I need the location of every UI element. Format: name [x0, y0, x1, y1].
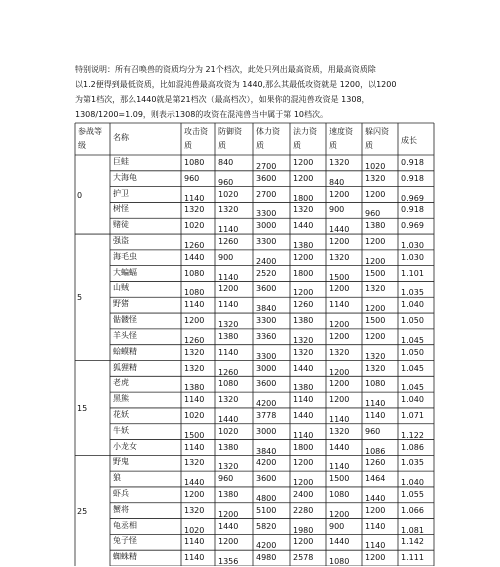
- table-cell: 1440: [329, 225, 350, 235]
- column-header: 质: [293, 141, 301, 150]
- table-cell: 1.045: [401, 335, 424, 345]
- monster-name: 狼: [113, 473, 121, 483]
- monster-name: 老虎: [113, 378, 129, 388]
- intro-line: 以1.2便得到最低资质，比如混沌兽最高攻资为 1440,那么其最低攻资就是 1200，以1200: [75, 80, 397, 89]
- column-header: 躲闪资: [365, 127, 389, 136]
- table-cell: 1320: [293, 347, 314, 357]
- table-cell: 1200: [293, 173, 314, 183]
- table-cell: 1086: [365, 446, 386, 456]
- table-cell: 1.066: [401, 505, 424, 515]
- table-cell: 2578: [293, 553, 314, 563]
- table-cell: 1500: [184, 430, 205, 440]
- table-cell: 3600: [256, 474, 277, 484]
- table-cell: 1140: [184, 300, 205, 310]
- table-cell: 960: [218, 177, 234, 187]
- table-cell: 840: [329, 177, 345, 187]
- monster-name: 大海龟: [113, 172, 137, 182]
- monster-name: 野猪: [113, 299, 129, 309]
- column-header: 名称: [113, 133, 129, 142]
- column-header: 防御资: [218, 127, 242, 136]
- table-cell: 1200: [218, 509, 239, 519]
- monster-name: 强盗: [113, 236, 129, 246]
- table-cell: 1140: [365, 399, 386, 409]
- table-cell: 1200: [218, 284, 239, 294]
- table-cell: 1320: [184, 363, 205, 373]
- table-cell: 1260: [293, 300, 314, 310]
- table-cell: 900: [329, 521, 345, 531]
- table-cell: 1320: [329, 158, 350, 167]
- column-header: 级: [78, 141, 86, 150]
- table-cell: 1.045: [401, 363, 424, 373]
- monster-name: 兔子怪: [113, 536, 137, 546]
- table-cell: 1200: [329, 367, 350, 377]
- table-cell: 3300: [256, 209, 277, 219]
- table-cell: 4800: [256, 493, 277, 503]
- column-header: 参战等: [78, 127, 102, 136]
- table-cell: 2700: [256, 189, 277, 199]
- table-cell: 1080: [184, 288, 205, 298]
- table-cell: 1.040: [401, 300, 424, 310]
- level-label: 15: [77, 403, 88, 413]
- table-cell: 1380: [218, 442, 239, 452]
- table-cell: 3000: [256, 221, 277, 231]
- monster-name: 狐狸精: [113, 362, 137, 372]
- table-cell: 1440: [218, 521, 239, 531]
- table-cell: 1080: [329, 557, 350, 567]
- table-cell: 3840: [256, 446, 277, 456]
- table-cell: 3778: [256, 410, 277, 420]
- table-cell: 1.050: [401, 316, 424, 326]
- table-cell: 1980: [293, 525, 314, 535]
- table-cell: 1200: [293, 537, 314, 547]
- table-cell: 1356: [218, 557, 239, 567]
- table-cell: 1.040: [401, 395, 424, 405]
- table-cell: 1200: [329, 331, 350, 341]
- monster-name: 蜘蛛精: [113, 552, 137, 562]
- table-cell: 3840: [256, 304, 277, 314]
- table-cell: 900: [329, 205, 345, 215]
- table-cell: 2280: [293, 505, 314, 515]
- column-header: 质: [256, 141, 264, 150]
- table-cell: 900: [218, 252, 234, 262]
- monster-name: 大蝙蝠: [113, 267, 137, 277]
- table-cell: 1380: [218, 489, 239, 499]
- column-header: 体力资: [256, 127, 280, 136]
- table-cell: 0.969: [401, 193, 424, 203]
- table-cell: 5820: [256, 521, 277, 531]
- monster-name: 海毛虫: [113, 251, 137, 261]
- intro-line: 为第1档次，那么1440就是第21档次（最高档次），如果你的混沌兽攻资是 1308，: [75, 95, 370, 104]
- monster-name: 巨蛙: [113, 157, 129, 166]
- table-cell: 1.050: [401, 347, 424, 357]
- table-cell: 1440: [293, 410, 314, 420]
- table-cell: 1200: [293, 288, 314, 298]
- table-cell: 4200: [256, 458, 277, 468]
- table-cell: 3600: [256, 284, 277, 294]
- table-cell: 1140: [365, 541, 386, 551]
- table-cell: 1200: [218, 537, 239, 547]
- table-cell: 840: [218, 158, 234, 167]
- table-cell: 1200: [329, 284, 350, 294]
- table-cell: 1200: [329, 237, 350, 247]
- table-cell: 5100: [256, 505, 277, 515]
- column-header: 质: [218, 141, 226, 150]
- table-cell: 0.918: [401, 173, 424, 183]
- table-cell: 4980: [256, 553, 277, 563]
- table-cell: 1440: [218, 414, 239, 424]
- monster-name: 花妖: [113, 409, 129, 419]
- table-cell: 1464: [365, 474, 386, 484]
- column-header: 成长: [401, 136, 417, 145]
- table-cell: 1.111: [401, 553, 424, 563]
- table-cell: 1140: [218, 225, 239, 235]
- table-cell: 1200: [365, 256, 386, 266]
- table-cell: 1140: [365, 410, 386, 420]
- table-cell: 3600: [256, 379, 277, 389]
- table-cell: 1440: [329, 442, 350, 452]
- table-cell: 1440: [365, 493, 386, 503]
- table-cell: 1140: [218, 272, 239, 282]
- table-cell: 1.055: [401, 489, 424, 499]
- table-cell: 1440: [184, 478, 205, 488]
- monster-name: 蟹将: [113, 504, 129, 514]
- table-cell: 1020: [184, 221, 205, 231]
- table-cell: 960: [365, 209, 381, 219]
- column-header: 攻击资: [184, 127, 208, 136]
- monster-name: 牛妖: [113, 425, 129, 435]
- table-cell: 1380: [293, 383, 314, 393]
- column-header: 质: [329, 141, 337, 150]
- table-cell: 1.086: [401, 442, 424, 452]
- column-header: 质: [184, 141, 192, 150]
- table-cell: 1320: [329, 347, 350, 357]
- table-cell: 1320: [184, 205, 205, 215]
- table-cell: 3000: [256, 363, 277, 373]
- table-cell: 1140: [184, 553, 205, 563]
- table-cell: 1140: [184, 193, 205, 203]
- table-cell: 1440: [293, 221, 314, 231]
- table-cell: 3300: [256, 237, 277, 247]
- table-cell: 1140: [293, 395, 314, 405]
- table-cell: 1.071: [401, 410, 424, 420]
- table-cell: 1.035: [401, 288, 424, 298]
- table-cell: 1020: [184, 525, 205, 535]
- table-cell: 1.081: [401, 525, 424, 535]
- table-cell: 1200: [329, 320, 350, 330]
- monster-name: 野鬼: [113, 457, 129, 467]
- table-cell: 1380: [293, 316, 314, 326]
- level-label: 0: [77, 190, 83, 200]
- table-cell: 2400: [293, 489, 314, 499]
- table-cell: 1320: [218, 320, 239, 330]
- monster-name: 羊头怪: [113, 330, 137, 340]
- table-cell: 3300: [256, 351, 277, 361]
- table-cell: 1500: [329, 474, 350, 484]
- table-cell: 1320: [365, 351, 386, 361]
- column-header: 质: [365, 141, 373, 150]
- table-cell: 1380: [293, 241, 314, 251]
- table-cell: 1200: [293, 158, 314, 167]
- table-cell: 1140: [184, 442, 205, 452]
- table-cell: 1140: [184, 395, 205, 405]
- table-cell: 1140: [329, 462, 350, 472]
- table-cell: 1080: [365, 379, 386, 389]
- monster-name: 龟丞相: [113, 520, 137, 530]
- table-cell: 2400: [256, 256, 277, 266]
- table-cell: 1440: [329, 537, 350, 547]
- table-cell: 1320: [218, 205, 239, 215]
- table-cell: 960: [365, 426, 381, 436]
- table-cell: 1800: [293, 193, 314, 203]
- table-cell: 1320: [329, 426, 350, 436]
- table-cell: 1380: [365, 221, 386, 231]
- table-cell: 3360: [256, 331, 277, 341]
- table-cell: 1260: [218, 367, 239, 377]
- table-cell: 1320: [293, 335, 314, 345]
- table-cell: 1200: [329, 379, 350, 389]
- table-cell: 1320: [329, 252, 350, 262]
- table-cell: 1200: [329, 189, 350, 199]
- table-cell: 1200: [365, 505, 386, 515]
- column-header: 法力资: [293, 127, 317, 136]
- table-cell: 1.142: [401, 537, 424, 547]
- table-cell: 1380: [218, 331, 239, 341]
- table-cell: 1140: [329, 414, 350, 424]
- monster-name: 树怪: [113, 204, 129, 214]
- table-cell: 1320: [184, 347, 205, 357]
- table-cell: 1260: [218, 237, 239, 247]
- table-cell: 1200: [365, 304, 386, 314]
- table-cell: 1020: [218, 189, 239, 199]
- table-cell: 1.122: [401, 430, 424, 440]
- table-cell: 0.918: [401, 205, 424, 215]
- table-cell: 1.030: [401, 241, 424, 251]
- table-cell: 1200: [365, 553, 386, 563]
- table-cell: 1200: [184, 316, 205, 326]
- table-cell: 1080: [329, 489, 350, 499]
- table-cell: 3600: [256, 173, 277, 183]
- monster-name: 赌徒: [113, 220, 129, 230]
- monster-name: 山贼: [113, 283, 129, 293]
- table-cell: 1800: [293, 442, 314, 452]
- table-cell: 960: [218, 474, 234, 484]
- table-cell: 1080: [184, 158, 205, 167]
- table-cell: 1.030: [401, 252, 424, 262]
- monster-name: 护卫: [113, 188, 129, 198]
- table-cell: 1.040: [401, 478, 424, 488]
- table-cell: 1320: [365, 173, 386, 183]
- intro-line: 1308/1200=1.09，则表示1308的攻资在混沌兽当中属于第 10档次。: [75, 110, 329, 119]
- table-cell: 1140: [329, 300, 350, 310]
- table-cell: 1500: [365, 268, 386, 278]
- table-cell: 1200: [293, 478, 314, 488]
- table-cell: 1380: [184, 383, 205, 393]
- table-cell: 1800: [293, 268, 314, 278]
- table-cell: 1.035: [401, 458, 424, 468]
- table-cell: 1320: [365, 284, 386, 294]
- table-cell: 1320: [218, 462, 239, 472]
- level-label: 5: [77, 293, 83, 303]
- table-cell: 1200: [293, 252, 314, 262]
- intro-line: 特别说明：所有召唤兽的资质均分为 21个档次，此处只列出最高资质，用最高资质除: [75, 65, 376, 74]
- table-cell: 1320: [218, 395, 239, 405]
- table-cell: 1320: [184, 458, 205, 468]
- table-cell: 1320: [184, 505, 205, 515]
- table-cell: 1500: [365, 316, 386, 326]
- table-cell: 1140: [365, 521, 386, 531]
- table-cell: 1320: [293, 205, 314, 215]
- table-cell: 1200: [329, 395, 350, 405]
- table-cell: 1200: [365, 331, 386, 341]
- table-cell: 1200: [365, 189, 386, 199]
- monster-name: 小龙女: [113, 441, 137, 451]
- table-cell: 3300: [256, 316, 277, 326]
- table-cell: 1500: [329, 272, 350, 282]
- table-cell: 1020: [184, 410, 205, 420]
- table-cell: 1140: [218, 347, 239, 357]
- table-cell: 1.101: [401, 268, 424, 278]
- table-cell: 3000: [256, 426, 277, 436]
- table-cell: 1140: [293, 430, 314, 440]
- table-cell: 1260: [184, 241, 205, 251]
- table-cell: 1020: [218, 426, 239, 436]
- table-cell: 0.918: [401, 158, 424, 167]
- level-label: 25: [77, 506, 88, 516]
- table-cell: 0.969: [401, 221, 424, 231]
- table-cell: 1440: [184, 252, 205, 262]
- table-cell: 1260: [184, 335, 205, 345]
- table-cell: 2700: [256, 162, 277, 171]
- table-cell: 1200: [184, 489, 205, 499]
- table-cell: 1140: [184, 537, 205, 547]
- table-cell: 1320: [365, 363, 386, 373]
- monster-name: 蛤蟆精: [113, 346, 137, 356]
- table-cell: 4200: [256, 399, 277, 409]
- table-cell: 960: [184, 173, 200, 183]
- monster-name: 黑熊: [113, 394, 129, 404]
- column-header: 速度资: [329, 127, 353, 136]
- table-cell: 1.045: [401, 383, 424, 393]
- table-cell: 1140: [218, 300, 239, 310]
- table-cell: 2520: [256, 268, 277, 278]
- table-cell: 1200: [365, 237, 386, 247]
- monster-name: 骷髅怪: [113, 315, 137, 325]
- table-cell: 1020: [365, 162, 386, 171]
- table-cell: 1260: [365, 458, 386, 468]
- table-cell: 1080: [218, 379, 239, 389]
- table-cell: 1200: [293, 458, 314, 468]
- table-cell: 4200: [256, 541, 277, 551]
- monster-name: 虾兵: [113, 488, 129, 498]
- table-cell: 1080: [184, 268, 205, 278]
- table-cell: 1440: [293, 363, 314, 373]
- table-cell: 1200: [329, 509, 350, 519]
